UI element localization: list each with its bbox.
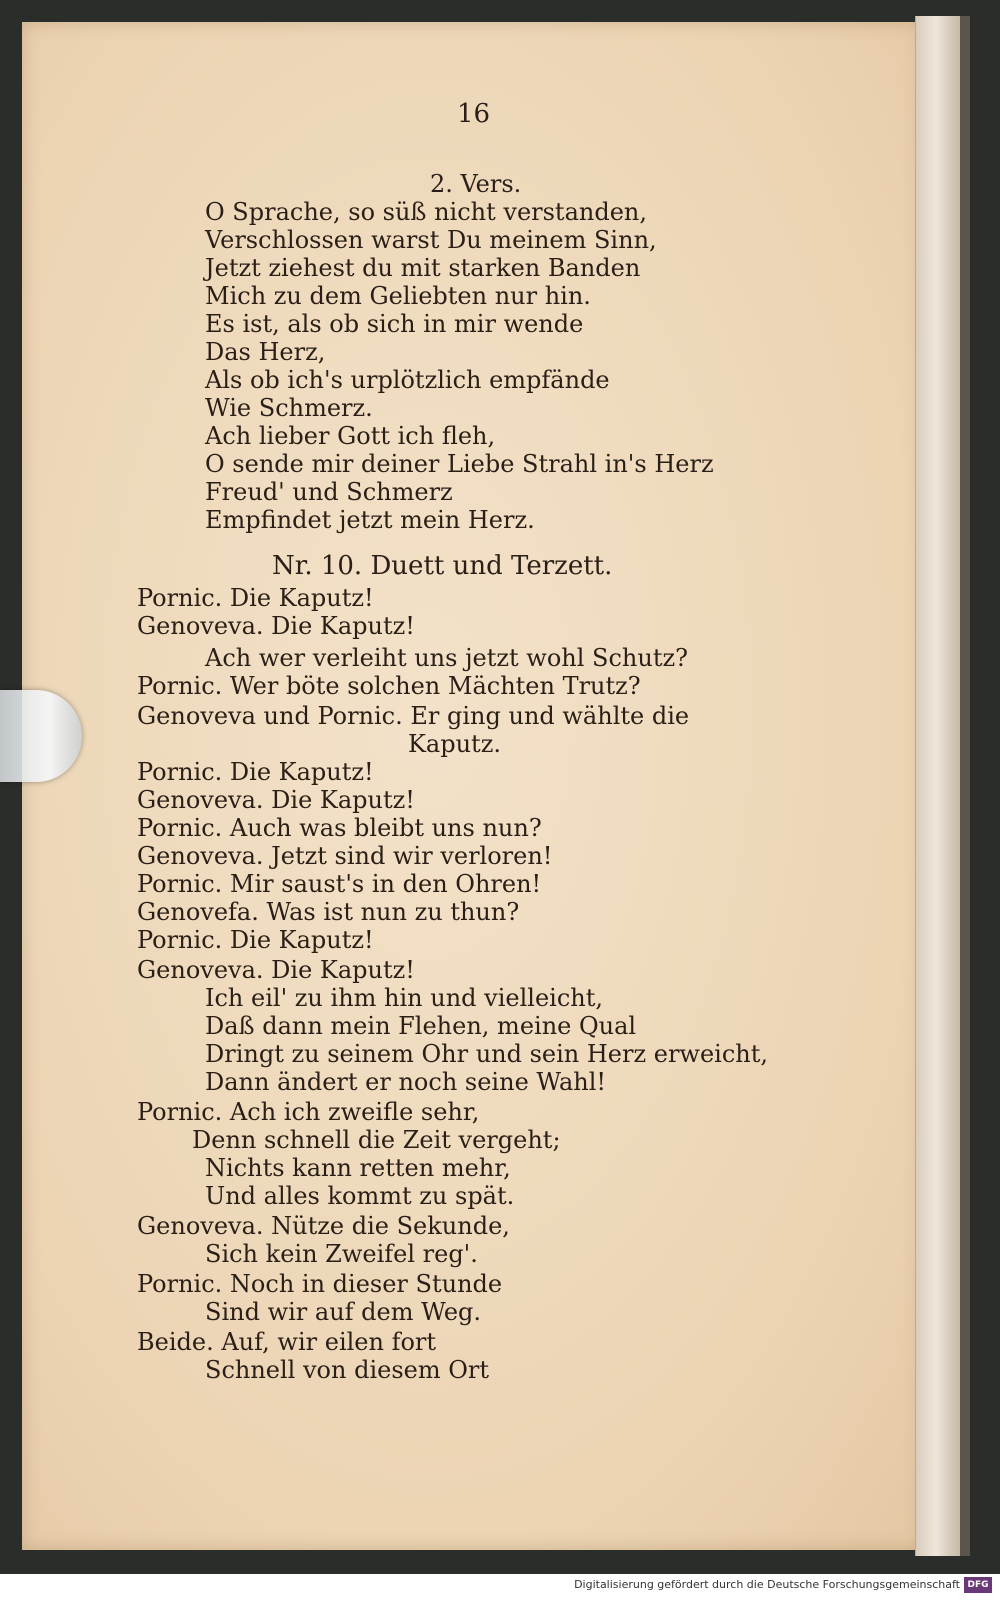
dialogue-line: Genoveva und Pornic. Er ging und wählte die (137, 702, 690, 730)
dialogue-line: Daß dann mein Flehen, meine Qual (205, 1012, 637, 1040)
dialogue-line: Pornic. Die Kaputz! (137, 926, 374, 954)
dialogue-line: Genoveva. Die Kaputz! (137, 956, 415, 984)
dialogue-line: Pornic. Ach ich zweifle sehr, (137, 1098, 480, 1126)
dialogue-line: Dann ändert er noch seine Wahl! (205, 1068, 607, 1096)
dialogue-line: Nichts kann retten mehr, (205, 1154, 511, 1182)
dialogue-line: Genoveva. Die Kaputz! (137, 612, 415, 640)
section-heading: Nr. 10. Duett und Terzett. (272, 551, 613, 581)
book-spine (960, 16, 970, 1556)
text-line: O sende mir deiner Liebe Strahl in's Herz (205, 450, 714, 478)
text-line: Wie Schmerz. (205, 394, 373, 422)
text-line: Freud' und Schmerz (205, 478, 453, 506)
dialogue-line: Genoveva. Jetzt sind wir verloren! (137, 842, 553, 870)
dialogue-line: Pornic. Mir saust's in den Ohren! (137, 870, 542, 898)
text-line: Als ob ich's urplötzlich empfände (205, 366, 610, 394)
text-line: Das Herz, (205, 338, 326, 366)
dialogue-line: Kaputz. (408, 730, 501, 758)
page-edge (915, 16, 966, 1556)
verse-heading: 2. Vers. (430, 170, 522, 198)
dialogue-line: Beide. Auf, wir eilen fort (137, 1328, 437, 1356)
dialogue-line: Pornic. Auch was bleibt uns nun? (137, 814, 542, 842)
page-number: 16 (457, 99, 491, 129)
dialogue-line: Und alles kommt zu spät. (205, 1182, 515, 1210)
text-line: Empfindet jetzt mein Herz. (205, 506, 535, 534)
dialogue-line: Genoveva. Nütze die Sekunde, (137, 1212, 510, 1240)
text-line: Mich zu dem Geliebten nur hin. (205, 282, 591, 310)
dialogue-line: Ach wer verleiht uns jetzt wohl Schutz? (205, 644, 688, 672)
footer-credit: Digitalisierung gefördert durch die Deutsche Forschungsgemeinschaft (574, 1578, 960, 1591)
dialogue-line: Sich kein Zweifel reg'. (205, 1240, 478, 1268)
text-line: Es ist, als ob sich in mir wende (205, 310, 584, 338)
text-line: O Sprache, so süß nicht verstanden, (205, 198, 647, 226)
text-line: Verschlossen warst Du meinem Sinn, (205, 226, 657, 254)
text-line: Ach lieber Gott ich fleh, (205, 422, 496, 450)
dialogue-line: Ich eil' zu ihm hin und vielleicht, (205, 984, 604, 1012)
dialogue-line: Pornic. Noch in dieser Stunde (137, 1270, 503, 1298)
dfg-logo: DFG (964, 1577, 992, 1593)
dialogue-line: Genoveva. Die Kaputz! (137, 786, 415, 814)
dialogue-line: Dringt zu seinem Ohr und sein Herz erweicht, (205, 1040, 769, 1068)
dialogue-line: Schnell von diesem Ort (205, 1356, 490, 1384)
dialogue-line: Sind wir auf dem Weg. (205, 1298, 482, 1326)
dialogue-line: Denn schnell die Zeit vergeht; (192, 1126, 561, 1154)
text-line: Jetzt ziehest du mit starken Banden (205, 254, 641, 282)
dialogue-line: Genovefa. Was ist nun zu thun? (137, 898, 520, 926)
dialogue-line: Pornic. Die Kaputz! (137, 584, 374, 612)
dialogue-line: Pornic. Die Kaputz! (137, 758, 374, 786)
dialogue-line: Pornic. Wer böte solchen Mächten Trutz? (137, 672, 641, 700)
